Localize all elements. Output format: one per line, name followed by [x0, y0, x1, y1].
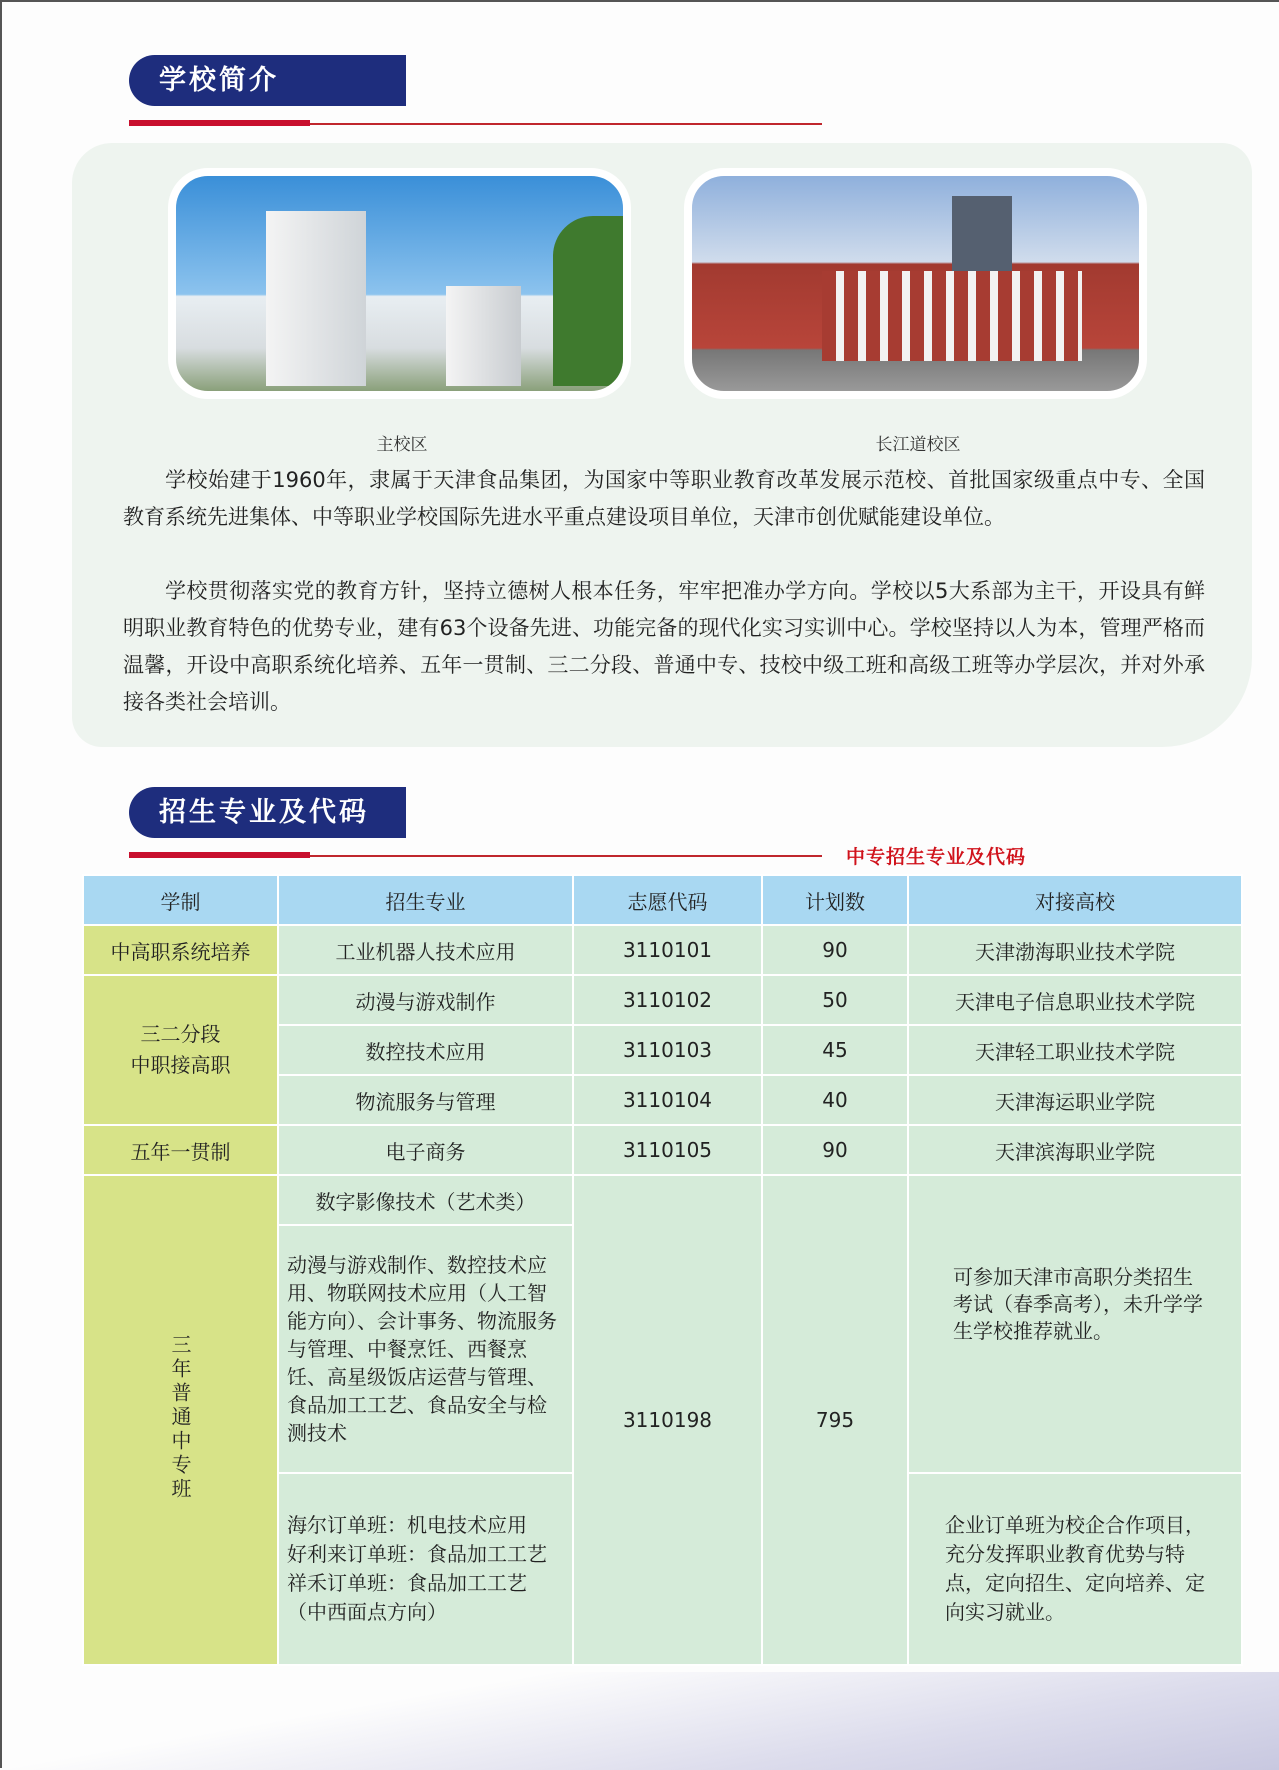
header-cell: 学制 [83, 875, 278, 925]
plan-cell: 40 [762, 1075, 908, 1125]
system-label: 三年普通中专班 [168, 1333, 192, 1502]
footer-gradient [2, 1672, 1279, 1770]
intro-paragraph: 学校始建于1960年，隶属于天津食品集团，为国家中等职业教育改革发展示范校、首批国家级重点中专、全国教育系统先进集体、中等职业学校国际先进水平重点建设项目单位，天津市创优赋能建设单位。 [123, 468, 1205, 529]
system-cell: 五年一贯制 [83, 1125, 278, 1175]
majors-table [82, 874, 1243, 1666]
plan-cell: 90 [762, 1125, 908, 1175]
school-note-cell: 可参加天津市高职分类招生考试（春季高考），未升学学生学校推荐就业。 [908, 1175, 1242, 1473]
school-cell: 天津电子信息职业技术学院 [908, 975, 1242, 1025]
system-cell: 中高职系统培养 [83, 925, 278, 975]
major-cell: 动漫与游戏制作、数控技术应用、物联网技术应用（人工智能方向）、会计事务、物流服务与管理、中餐烹饪、西餐烹饪、高星级饭店运营与管理、食品加工工艺、食品安全与检测技术 [278, 1225, 573, 1473]
major-cell: 海尔订单班：机电技术应用 好利来订单班：食品加工工艺 祥禾订单班：食品加工工艺 （中西面点方向） [278, 1473, 573, 1665]
header-cell: 招生专业 [278, 875, 573, 925]
divider [129, 855, 822, 857]
table-header-row [83, 875, 1242, 925]
major-cell: 数字影像技术（艺术类） [278, 1175, 573, 1225]
school-cell: 天津轻工职业技术学院 [908, 1025, 1242, 1075]
major-cell: 电子商务 [278, 1125, 573, 1175]
school-note-cell: 企业订单班为校企合作项目，充分发挥职业教育优势与特点，定向招生、定向培养、定向实习就业。 [908, 1473, 1242, 1665]
code-cell: 3110103 [573, 1025, 762, 1075]
table-row [83, 1125, 1242, 1175]
caption-main-campus: 主校区 [376, 435, 428, 455]
major-cell: 动漫与游戏制作 [278, 975, 573, 1025]
plan-cell: 795 [762, 1175, 908, 1665]
table-row [83, 925, 1242, 975]
header-cell: 对接高校 [908, 875, 1242, 925]
plan-cell: 45 [762, 1025, 908, 1075]
major-cell: 物流服务与管理 [278, 1075, 573, 1125]
header-cell: 志愿代码 [573, 875, 762, 925]
intro-paragraph: 学校贯彻落实党的教育方针，坚持立德树人根本任务，牢牢把准办学方向。学校以5大系部为主干，开设具有鲜明职业教育特色的优势专业，建有63个设备先进、功能完备的现代化实习实训中心。学校坚持以人为本，管理严格而温馨，开设中高职系统化培养、五年一贯制、三二分段、普通中专、技校中级工班和高级工班等办学层次，并对外承接各类社会培训。 [123, 579, 1205, 714]
changjiang-campus-photo [684, 168, 1147, 399]
table-subtitle: 中专招生专业及代码 [846, 846, 1027, 868]
code-cell: 3110102 [573, 975, 762, 1025]
code-cell: 3110105 [573, 1125, 762, 1175]
major-cell: 数控技术应用 [278, 1025, 573, 1075]
plan-cell: 50 [762, 975, 908, 1025]
code-cell: 3110101 [573, 925, 762, 975]
section-title-majors: 招生专业及代码 [129, 787, 406, 838]
header-cell: 计划数 [762, 875, 908, 925]
table-row [83, 975, 1242, 1025]
school-cell: 天津滨海职业学院 [908, 1125, 1242, 1175]
section-title-intro: 学校简介 [129, 55, 406, 106]
main-campus-photo [168, 168, 631, 399]
system-cell: 三二分段 中职接高职 [83, 975, 278, 1125]
major-cell: 工业机器人技术应用 [278, 925, 573, 975]
system-cell [83, 1175, 278, 1665]
plan-cell: 90 [762, 925, 908, 975]
divider [129, 123, 822, 125]
code-cell: 3110198 [573, 1175, 762, 1665]
table-row [83, 1175, 1242, 1225]
school-cell: 天津渤海职业技术学院 [908, 925, 1242, 975]
code-cell: 3110104 [573, 1075, 762, 1125]
caption-changjiang-campus: 长江道校区 [875, 435, 961, 455]
school-cell: 天津海运职业学院 [908, 1075, 1242, 1125]
